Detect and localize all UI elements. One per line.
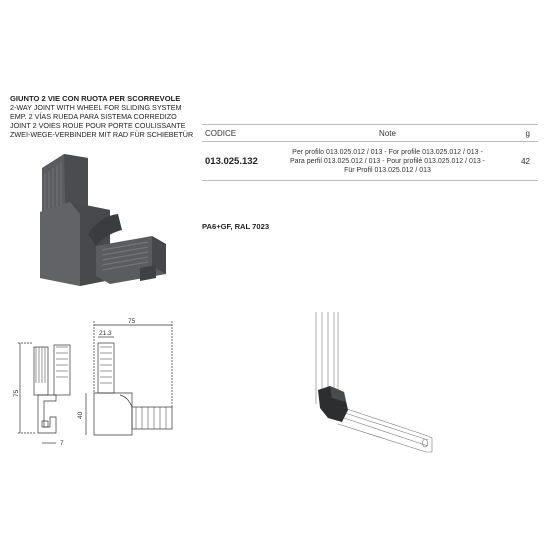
title-es: EMP. 2 VÍAS RUEDA PARA SISTEMA CORREDIZO <box>10 112 177 121</box>
title-en: 2-WAY JOINT WITH WHEEL FOR SLIDING SYSTEM <box>10 103 182 112</box>
dim-inner-height: 40 <box>77 411 84 419</box>
product-note: Per profilo 013.025.012 / 013 - For profile 013.025.012 / 013 - Para perfil 013.025.012 / 013 - Pour profilé 013.025.012 / 013 - Für Profil 013.025.012 / 013 <box>290 148 485 174</box>
spec-table <box>202 124 538 181</box>
table-header-row <box>202 125 538 142</box>
product-weight: 42 <box>521 156 530 166</box>
header-code: CODICE <box>205 128 237 138</box>
product-photo <box>30 150 180 290</box>
dim-top-width: 21.3 <box>99 330 112 337</box>
dim-width: 75 <box>128 318 136 325</box>
title-fr: JOINT 2 VOIES ROUE POUR PORTE COULISSANTE <box>10 121 186 130</box>
material-spec: PA6+GF, RAL 7023 <box>202 222 270 231</box>
product-title-block <box>10 94 210 139</box>
dim-height: 75 <box>13 389 20 397</box>
technical-drawing <box>12 315 212 450</box>
product-code: 013.025.132 <box>205 155 258 167</box>
table-row <box>202 142 538 181</box>
dim-base: 7 <box>60 440 64 447</box>
header-weight: g <box>525 128 530 138</box>
title-it: GIUNTO 2 VIE CON RUOTA PER SCORREVOLE <box>10 94 181 103</box>
title-de: ZWEI-WEGE-VERBINDER MIT RAD FÜR SCHIEBETÜR <box>10 130 194 139</box>
installation-illustration <box>308 312 438 457</box>
header-note: Note <box>379 128 396 138</box>
